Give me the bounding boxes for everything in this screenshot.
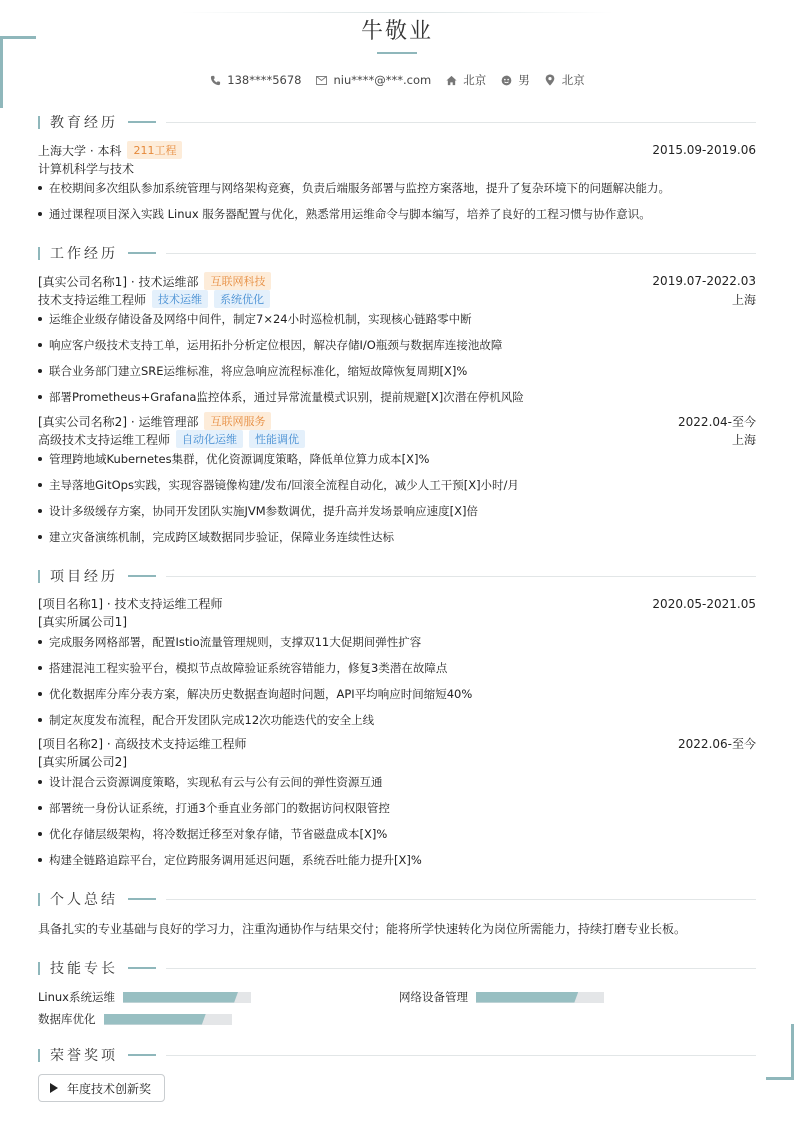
bullet-dot: [38, 780, 42, 784]
list-item: [38, 660, 756, 676]
summary-row: [38, 920, 756, 937]
section-accent-dash: [128, 898, 156, 900]
list-item: [38, 852, 756, 868]
section-accent-dash: [128, 252, 156, 254]
skill-level-bar: [123, 992, 251, 1003]
bullet-dot: [38, 186, 42, 190]
section-title: 工作经历: [50, 246, 118, 262]
list-item-text: 搭建混沌工程实验平台，模拟节点故障验证系统容错能力，修复3类潜在故障点: [49, 661, 448, 675]
list-item: [38, 826, 756, 842]
section-title: 个人总结: [50, 892, 118, 908]
list-item-text: 部署统一身份认证系统，打通3个垂直业务部门的数据访问权限管控: [49, 801, 390, 815]
industry-tag: 互联网科技: [204, 272, 271, 290]
project-company-row: [38, 753, 756, 770]
list-item-text: 设计多级缓存方案，协同开发团队实施JVM参数调优，提升高并发场景响应速度[X]倍: [49, 504, 479, 518]
project-header: [38, 735, 756, 752]
bullet-dot: [38, 343, 42, 347]
skill-level-fill: [104, 1014, 206, 1025]
contact-home: [445, 72, 486, 88]
bullet-dot: [38, 858, 42, 862]
contact-email-text: niu****@***.com: [333, 73, 432, 87]
skill-tag: 自动化运维: [176, 430, 243, 448]
job-header: [38, 272, 756, 290]
section-divider: [166, 576, 756, 577]
project-company: [真实所属公司1]: [38, 615, 127, 629]
section-divider: [166, 253, 756, 254]
list-item-text: 完成服务网格部署，配置Istio流量管理规则，支撑双11大促期间弹性扩容: [49, 635, 422, 649]
project-period: 2020.05-2021.05: [652, 596, 756, 611]
list-item-text: 管理跨地域Kubernetes集群，优化资源调度策略，降低单位算力成本[X]%: [49, 452, 430, 466]
phone-icon: [209, 74, 221, 86]
work-section: [38, 243, 756, 544]
list-item: [38, 774, 756, 790]
summary-text: 具备扎实的专业基础与良好的学习力，注重沟通协作与结果交付；能将所学快速转化为岗位所需能力，持续打磨专业长板。: [38, 922, 687, 936]
job-position-row: [38, 430, 756, 448]
award-name: 年度技术创新奖: [67, 1081, 152, 1096]
section-bar: [38, 570, 40, 583]
corner-decoration-bottom-right: [766, 1024, 794, 1080]
section-accent-dash: [128, 121, 156, 123]
contact-location: [544, 72, 585, 88]
list-item: [38, 206, 756, 222]
job-period: 2019.07-2022.03: [652, 274, 756, 288]
list-item-text: 构建全链路追踪平台，定位跨服务调用延迟问题，系统吞吐能力提升[X]%: [49, 853, 422, 867]
skill-level-bar: [104, 1014, 232, 1025]
skill-level-bar: [476, 992, 604, 1003]
section-title: 项目经历: [50, 569, 118, 585]
list-item: [38, 503, 756, 519]
section-bar: [38, 247, 40, 260]
list-item-text: 运维企业级存储设备及网络中间件，制定7×24小时巡检机制，实现核心链路零中断: [49, 312, 472, 326]
bullet-dot: [38, 535, 42, 539]
bullet-dot: [38, 483, 42, 487]
school-tag: 211工程: [127, 141, 182, 159]
skill-item: [399, 989, 604, 1005]
list-item-text: 制定灰度发布流程，配合开发团队完成12次功能迭代的安全上线: [49, 713, 375, 727]
list-item-text: 建立灾备演练机制，完成跨区域数据同步验证，保障业务连续性达标: [49, 530, 394, 544]
list-item-text: 优化数据库分库分表方案，解决历史数据查询超时问题，API平均响应时间缩短40%: [49, 687, 473, 701]
bullet-dot: [38, 395, 42, 399]
list-item-text: 优化存储层级架构，将冷数据迁移至对象存储，节省磁盘成本[X]%: [49, 827, 388, 841]
skill-name: 网络设备管理: [399, 990, 468, 1004]
section-header: [38, 889, 756, 909]
list-item: [38, 451, 756, 467]
list-item: [38, 389, 756, 405]
list-item-text: 部署Prometheus+Grafana监控体系，通过异常流量模式识别，提前规避[X]次潜在停机风险: [49, 390, 524, 404]
contact-gender: [500, 72, 530, 88]
section-divider: [166, 122, 756, 123]
project-name: [项目名称1] · 技术支持运维工程师: [38, 597, 223, 611]
list-item-text: 联合业务部门建立SRE运维标准，将应急响应流程标准化，缩短故障恢复周期[X]%: [49, 364, 468, 378]
section-header: [38, 112, 756, 132]
section-header: [38, 566, 756, 586]
skill-name: 数据库优化: [38, 1012, 96, 1026]
contact-gender-text: 男: [518, 73, 530, 87]
play-triangle-icon: [50, 1083, 58, 1093]
project-company-row: [38, 613, 756, 630]
contact-home-text: 北京: [463, 73, 487, 87]
section-divider: [166, 899, 756, 900]
education-section: [38, 112, 756, 221]
contact-phone-text: 138****5678: [227, 73, 302, 87]
skill-item: [38, 1011, 232, 1027]
award-badge: [38, 1074, 165, 1102]
list-item-text: 在校期间多次组队参加系统管理与网络架构竞赛，负责后端服务部署与监控方案落地，提升了复杂环境下的问题解决能力。: [49, 181, 670, 195]
bullet-dot: [38, 692, 42, 696]
job-position-row: [38, 290, 756, 308]
job-position: 高级技术支持运维工程师: [38, 432, 171, 447]
summary-section: [38, 889, 756, 936]
list-item-text: 主导落地GitOps实践，实现容器镜像构建/发布/回滚全流程自动化，减少人工干预[X]小时/月: [49, 478, 519, 492]
project-header: [38, 595, 756, 612]
bullet-dot: [38, 457, 42, 461]
list-item-text: 设计混合云资源调度策略，实现私有云与公有云间的弹性资源互通: [49, 775, 383, 789]
section-divider: [166, 1055, 756, 1056]
major: 计算机科学与技术: [38, 162, 135, 176]
school-name: 上海大学 · 本科: [38, 143, 122, 158]
bullet-dot: [38, 509, 42, 513]
section-bar: [38, 962, 40, 975]
contact-location-text: 北京: [561, 73, 585, 87]
skill-level-fill: [123, 992, 238, 1003]
bullet-dot: [38, 832, 42, 836]
bullet-dot: [38, 718, 42, 722]
project-period: 2022.06-至今: [678, 737, 756, 751]
job-header: [38, 412, 756, 430]
major-row: [38, 160, 756, 177]
bullet-dot: [38, 369, 42, 373]
project-name: [项目名称2] · 高级技术支持运维工程师: [38, 737, 247, 751]
project-company: [真实所属公司2]: [38, 755, 127, 769]
contact-bar: [0, 72, 794, 88]
bullet-dot: [38, 317, 42, 321]
list-item: [38, 311, 756, 327]
skill-level-fill: [476, 992, 578, 1003]
section-title: 技能专长: [50, 961, 118, 977]
bullet-dot: [38, 806, 42, 810]
education-period: 2015.09-2019.06: [652, 143, 756, 157]
section-divider: [166, 968, 756, 969]
location-pin-icon: [544, 74, 556, 86]
projects-section: [38, 566, 756, 867]
contact-phone: [209, 72, 301, 88]
company-name: [真实公司名称1] · 技术运维部: [38, 274, 199, 289]
section-accent-dash: [128, 1054, 156, 1056]
bullet-dot: [38, 212, 42, 216]
contact-email: [315, 72, 431, 88]
mail-icon: [315, 74, 327, 86]
section-title: 教育经历: [50, 115, 118, 131]
list-item: [38, 477, 756, 493]
skill-tag: 性能调优: [249, 430, 305, 448]
list-item: [38, 180, 756, 196]
section-title: 荣誉奖项: [50, 1048, 118, 1064]
list-item-text: 通过课程项目深入实践 Linux 服务器配置与优化，熟悉常用运维命令与脚本编写，培养了良好的工程习惯与协作意识。: [49, 207, 651, 221]
job-period: 2022.04-至今: [678, 414, 756, 429]
gender-icon: [500, 74, 512, 86]
bullet-dot: [38, 640, 42, 644]
list-item: [38, 800, 756, 816]
list-item: [38, 712, 756, 728]
section-bar: [38, 1049, 40, 1062]
section-bar: [38, 893, 40, 906]
industry-tag: 互联网服务: [204, 412, 271, 430]
section-bar: [38, 116, 40, 129]
list-item-text: 响应客户级技术支持工单，运用拓扑分析定位根因，解决存储I/O瓶颈与数据库连接池故障: [49, 338, 503, 352]
home-icon: [445, 74, 457, 86]
skills-section: [38, 958, 756, 1026]
job-city: 上海: [731, 292, 756, 307]
section-accent-dash: [128, 575, 156, 577]
section-accent-dash: [128, 967, 156, 969]
education-row: [38, 141, 756, 159]
list-item: [38, 686, 756, 702]
section-header: [38, 1045, 756, 1065]
list-item: [38, 529, 756, 545]
list-item: [38, 337, 756, 353]
bullet-dot: [38, 666, 42, 670]
job-position: 技术支持运维工程师: [38, 292, 147, 307]
section-header: [38, 958, 756, 978]
company-name: [真实公司名称2] · 运维管理部: [38, 414, 199, 429]
job-city: 上海: [731, 432, 756, 447]
section-header: [38, 243, 756, 263]
name-underline: [377, 52, 417, 54]
resume-name: 牛敬业: [360, 19, 433, 44]
skill-tag: 技术运维: [152, 290, 208, 308]
skill-item: [38, 989, 251, 1005]
skill-name: Linux系统运维: [38, 990, 115, 1004]
top-divider: [180, 12, 614, 13]
skill-tag: 系统优化: [214, 290, 270, 308]
list-item: [38, 363, 756, 379]
list-item: [38, 634, 756, 650]
awards-section: [38, 1045, 756, 1065]
